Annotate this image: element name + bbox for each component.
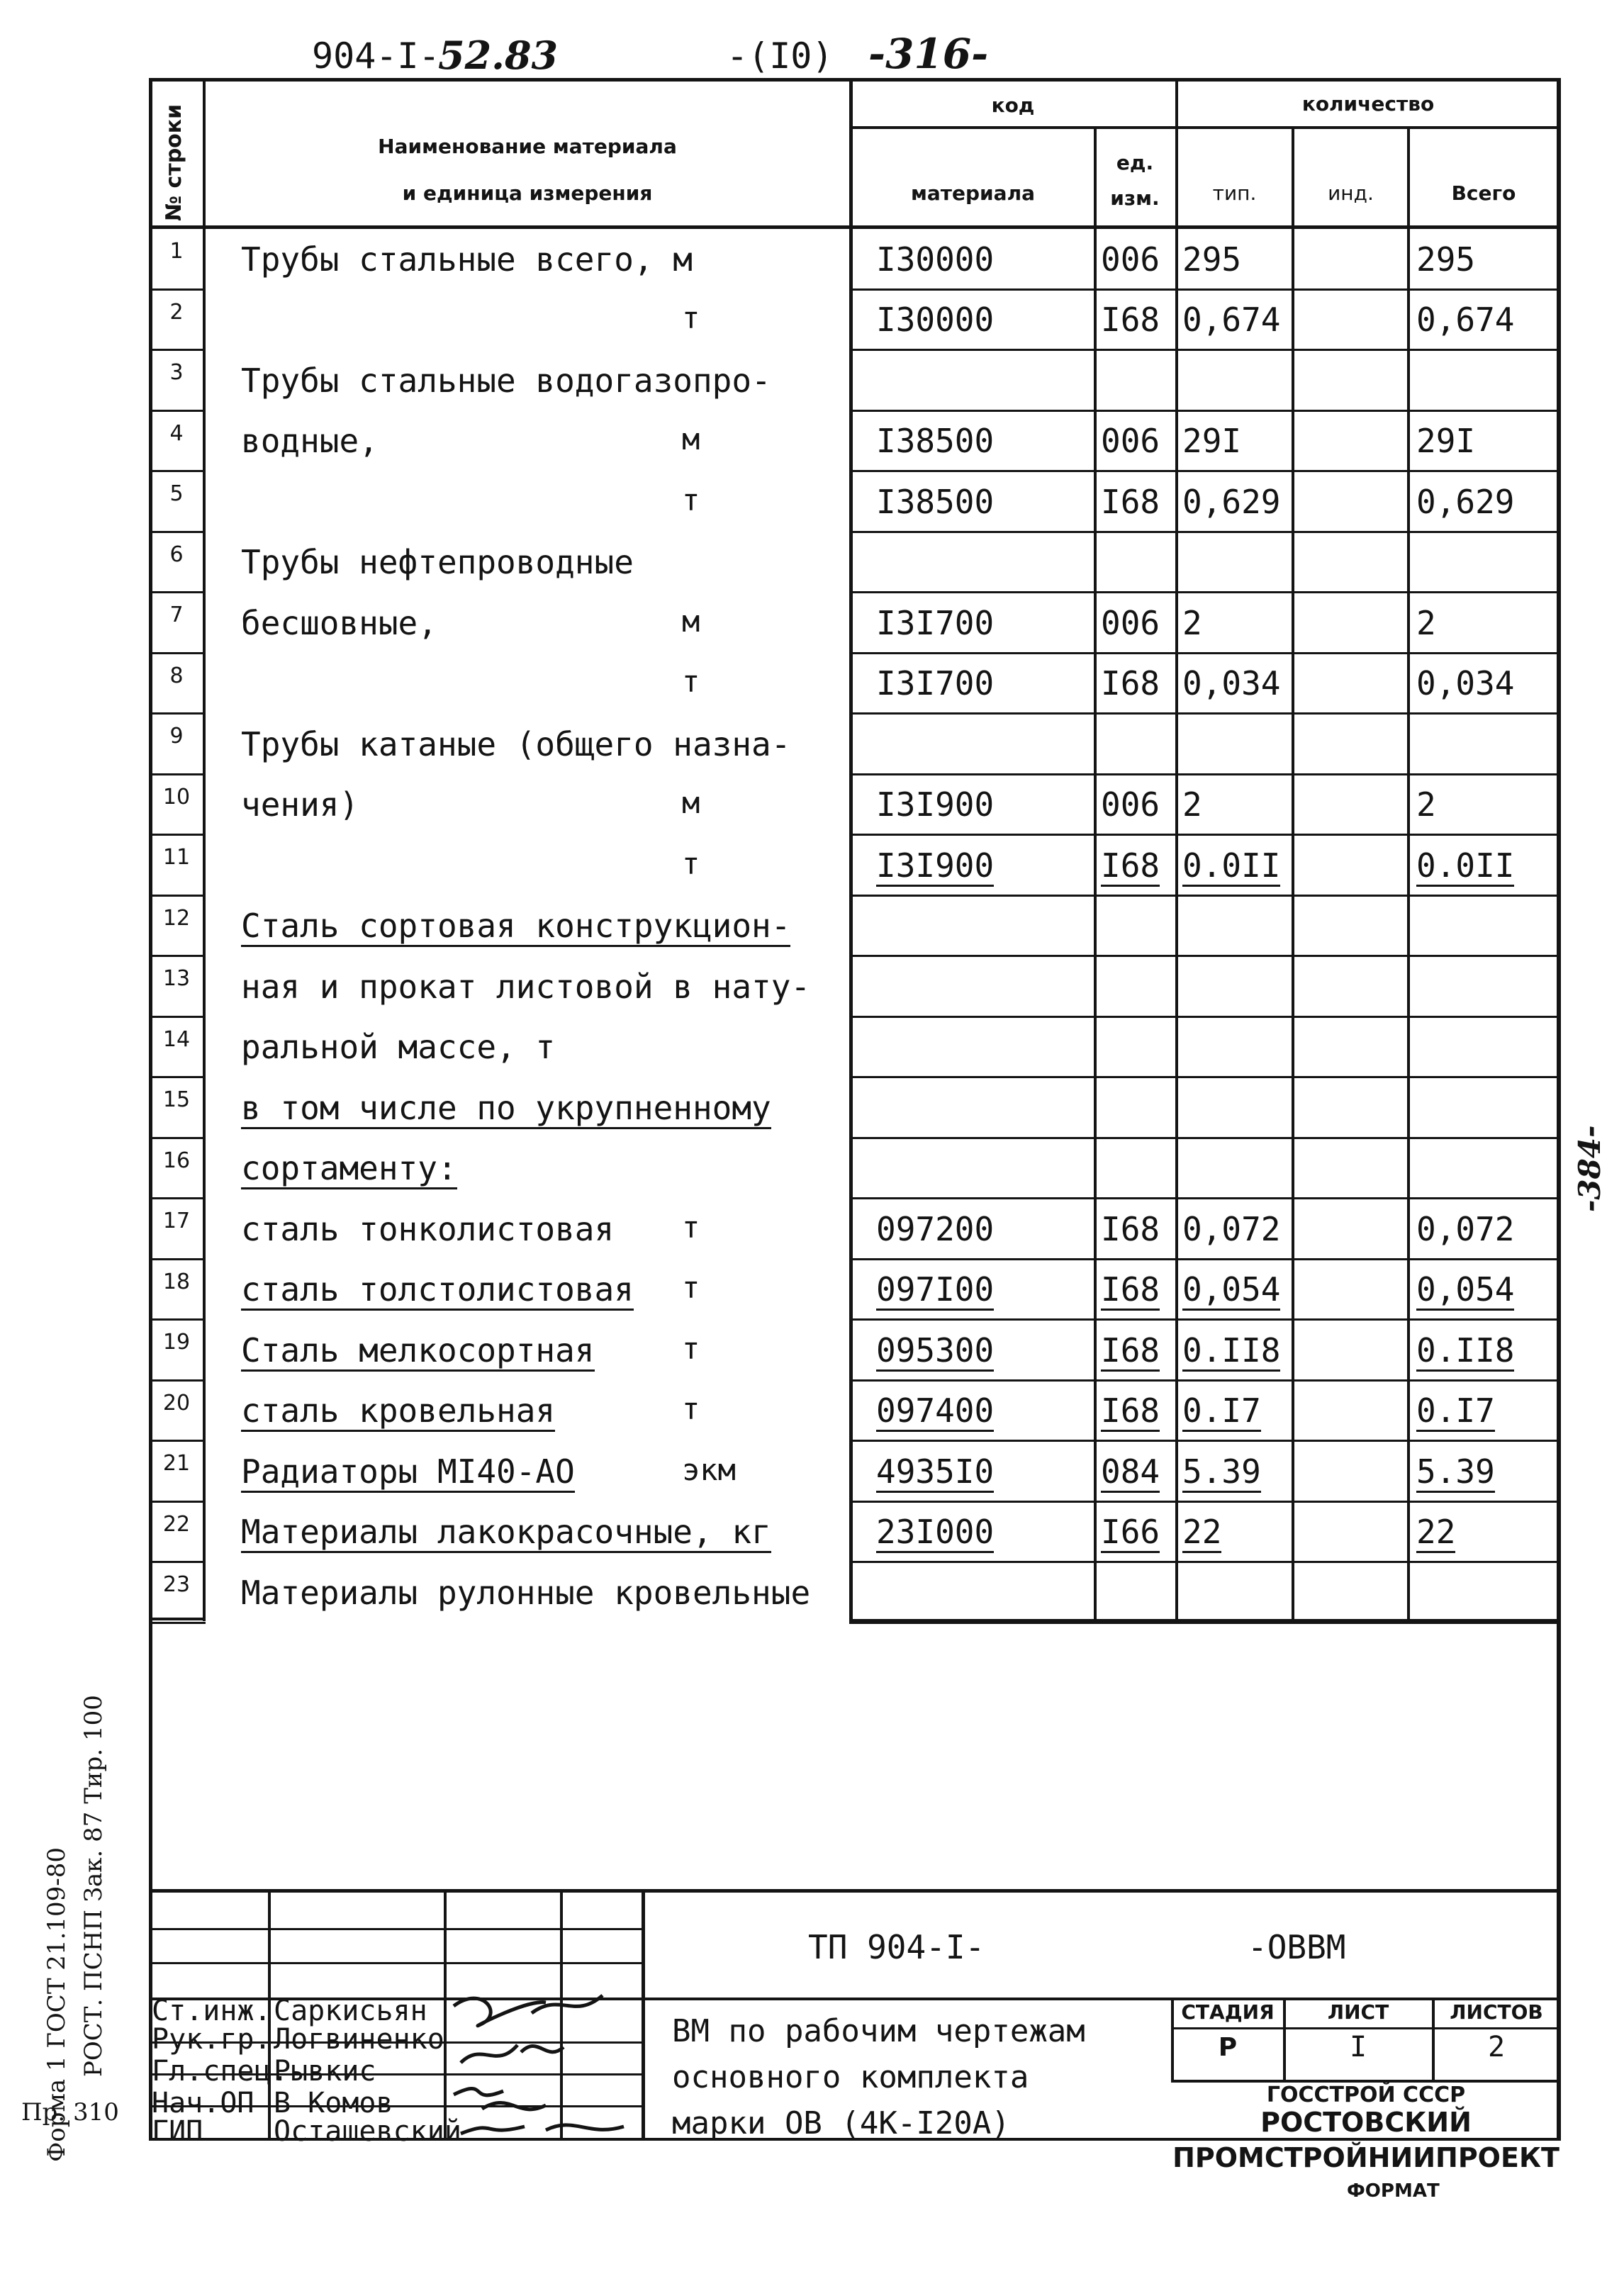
qty-typical: 0,674 <box>1182 301 1281 340</box>
unit-code: I68 <box>1101 1270 1160 1311</box>
row-number: 8 <box>169 663 184 688</box>
material-name: сталь кровельная <box>241 1391 555 1432</box>
signature-name: В Комов <box>274 2087 393 2119</box>
qty-typical: 5.39 <box>1182 1452 1261 1493</box>
material-name: в том числе по укрупненному <box>241 1089 771 1129</box>
title-doc-suffix: -ОВВМ <box>1248 1928 1346 1966</box>
row-number: 4 <box>169 420 184 446</box>
row-number: 16 <box>162 1148 191 1173</box>
header-quantity-group: количество <box>1301 92 1435 116</box>
row-number: 10 <box>162 784 191 809</box>
unit-code: I66 <box>1101 1513 1160 1553</box>
qty-total: 0,674 <box>1416 301 1515 340</box>
material-code: I3I900 <box>876 785 995 824</box>
row-number: 5 <box>169 481 184 506</box>
material-unit: м <box>682 603 700 639</box>
sheets-label: ЛИСТОВ <box>1450 2000 1543 2024</box>
qty-total: 0.0II <box>1416 846 1514 887</box>
material-unit: т <box>682 846 700 881</box>
material-name: Радиаторы МI40-АО <box>241 1452 575 1493</box>
header-qty-typical: тип. <box>1212 181 1257 205</box>
row-number: 23 <box>162 1572 191 1597</box>
document-code-handwritten: 52.83 <box>438 33 559 78</box>
signature-name: Саркисьян <box>274 1995 427 2027</box>
material-unit: т <box>682 1270 700 1306</box>
row-number: 15 <box>162 1087 191 1112</box>
sheet-label: ЛИСТ <box>1327 2000 1389 2024</box>
material-code: 097I00 <box>876 1270 994 1311</box>
title-description-line3: марки ОВ (4К-I20А) <box>672 2105 1010 2141</box>
margin-form-line1: Форма 1 ГОСТ 21.109-80 <box>43 1847 71 2162</box>
qty-typical: 0,034 <box>1182 664 1281 703</box>
unit-code: I68 <box>1101 482 1160 521</box>
material-unit: м <box>682 785 700 821</box>
signature-scribbles <box>439 1985 652 2141</box>
qty-total: 295 <box>1416 240 1476 279</box>
row-number: 6 <box>169 542 184 567</box>
qty-typical: 295 <box>1182 240 1242 279</box>
material-code: 23I000 <box>876 1513 994 1553</box>
row-number: 9 <box>169 724 184 749</box>
material-name: чения) <box>241 785 359 824</box>
material-code: I30000 <box>876 240 995 279</box>
qty-typical: 0,054 <box>1182 1270 1280 1311</box>
header-name-line1: Наименование материала <box>378 135 677 158</box>
material-name: сталь тонколистовая <box>241 1209 615 1248</box>
material-name: Трубы нефтепроводные <box>241 543 634 582</box>
material-code: 095300 <box>876 1331 994 1372</box>
page-number-handwritten: -316- <box>868 30 989 78</box>
row-number: 21 <box>162 1451 191 1476</box>
material-name: ральной массе, т <box>241 1028 556 1067</box>
qty-total: 0,054 <box>1416 1270 1514 1311</box>
signature-role: Ст.инж. <box>152 1995 271 2027</box>
format-label: ФОРМАТ <box>1347 2180 1440 2202</box>
signature-role: Нач.ОП <box>152 2087 254 2119</box>
material-code: I3I700 <box>876 603 995 642</box>
qty-typical: 2 <box>1182 785 1202 824</box>
row-number: 2 <box>169 299 184 325</box>
material-code: I3I900 <box>876 846 994 887</box>
row-number: 13 <box>162 966 191 991</box>
material-code: 097400 <box>876 1391 994 1432</box>
material-name: водные, <box>241 422 379 461</box>
header-qty-total: Всего <box>1451 181 1516 205</box>
row-number: 20 <box>162 1390 191 1416</box>
header-row-number: № строки <box>162 103 186 221</box>
material-unit: т <box>682 1391 700 1427</box>
header-code-unit: ед. изм. <box>1110 151 1160 210</box>
margin-bottom-note: Пр. 310 <box>21 2098 119 2127</box>
row-number: 17 <box>162 1209 191 1233</box>
material-unit: т <box>682 482 700 517</box>
qty-total: 0,034 <box>1416 664 1515 703</box>
row-number: 1 <box>169 239 184 264</box>
material-name: Материалы рулонные кровельные <box>241 1573 811 1612</box>
material-name: Сталь мелкосортная <box>241 1331 595 1372</box>
row-number: 14 <box>162 1026 191 1052</box>
qty-typical: 22 <box>1182 1513 1221 1553</box>
org-line1: ГОССТРОЙ СССР <box>1266 2083 1466 2107</box>
material-unit: т <box>682 1330 700 1366</box>
sheets-value: 2 <box>1487 2031 1506 2063</box>
unit-code: I68 <box>1101 846 1160 887</box>
row-number: 3 <box>169 360 184 385</box>
unit-code: I68 <box>1101 1331 1160 1372</box>
material-code: I3I700 <box>876 664 995 703</box>
unit-code: I68 <box>1101 1391 1160 1432</box>
material-unit: м <box>682 422 700 457</box>
material-unit: экм <box>682 1452 736 1487</box>
unit-code: I68 <box>1101 1209 1160 1248</box>
material-name: Трубы катаные (общего назна- <box>241 724 791 763</box>
row-number: 7 <box>169 603 184 627</box>
qty-total: 2 <box>1416 785 1436 824</box>
material-name: Трубы стальные водогазопро- <box>241 361 771 400</box>
qty-typical: 0.0II <box>1182 846 1280 887</box>
stage-value: Р <box>1218 2033 1238 2062</box>
material-code: 4935I0 <box>876 1452 994 1493</box>
signature-name: Логвиненко <box>274 2023 444 2056</box>
material-unit: т <box>682 301 700 336</box>
qty-total: 0.II8 <box>1416 1331 1514 1372</box>
row-number: 18 <box>162 1269 191 1294</box>
org-line2: РОСТОВСКИЙ <box>1260 2107 1472 2138</box>
row-number: 19 <box>162 1330 191 1355</box>
qty-total: 29I <box>1416 422 1476 461</box>
qty-total: 0.I7 <box>1416 1391 1495 1432</box>
unit-code: I68 <box>1101 301 1160 340</box>
signature-role: Рук.гр. <box>152 2023 271 2056</box>
qty-total: 5.39 <box>1416 1452 1495 1493</box>
material-code: I38500 <box>876 422 995 461</box>
qty-typical: 0,629 <box>1182 482 1281 521</box>
row-number: 12 <box>162 905 191 931</box>
header-name-line2: и единица измерения <box>402 181 653 205</box>
title-description-line1: ВМ по рабочим чертежам <box>672 2013 1085 2049</box>
unit-code: 006 <box>1101 422 1160 461</box>
unit-code: 006 <box>1101 603 1160 642</box>
signature-role: Гл.спец. <box>152 2055 289 2088</box>
signature-name: Осташевский <box>274 2115 461 2148</box>
document-code-prefix: 904-I- <box>312 35 440 77</box>
header-code-group: код <box>991 94 1035 117</box>
unit-code: 006 <box>1101 785 1160 824</box>
material-name: сортаменту: <box>241 1149 457 1189</box>
qty-total: 0,072 <box>1416 1209 1515 1248</box>
title-doc-code: ТП 904-I- <box>808 1928 985 1966</box>
signature-role: ГИП <box>152 2115 203 2148</box>
header-code-material: материала <box>911 181 1035 205</box>
unit-code: 084 <box>1101 1452 1160 1493</box>
margin-form-line2: РОСТ. ПСНП Зак. 87 Тир. 100 <box>79 1695 108 2077</box>
unit-code: 006 <box>1101 240 1160 279</box>
material-name: Сталь сортовая конструкцион- <box>241 907 790 947</box>
qty-total: 2 <box>1416 603 1436 642</box>
qty-typical: 29I <box>1182 422 1242 461</box>
title-description-line2: основного комплекта <box>672 2059 1029 2095</box>
material-name: сталь толстолистовая <box>241 1270 634 1311</box>
header-qty-individual: инд. <box>1328 181 1374 205</box>
sheet-value: I <box>1349 2031 1367 2063</box>
row-number: 22 <box>162 1511 191 1537</box>
qty-total: 0,629 <box>1416 482 1515 521</box>
material-unit: т <box>682 1209 700 1245</box>
org-line3: ПРОМСТРОЙНИИПРОЕКТ <box>1172 2142 1559 2173</box>
qty-typical: 0.II8 <box>1182 1331 1280 1372</box>
material-name: ная и прокат листовой в нату- <box>241 967 811 1006</box>
unit-code: I68 <box>1101 664 1160 703</box>
qty-typical: 0,072 <box>1182 1209 1281 1248</box>
row-number: 11 <box>162 845 191 870</box>
material-code: I30000 <box>876 301 995 340</box>
qty-typical: 0.I7 <box>1182 1391 1261 1432</box>
signature-name: Рывкис <box>274 2055 376 2088</box>
material-code: I38500 <box>876 482 995 521</box>
material-code: 097200 <box>876 1209 995 1248</box>
material-name: Материалы лакокрасочные, кг <box>241 1513 771 1553</box>
material-name: бесшовные, <box>241 603 437 642</box>
margin-handwritten-number: -384- <box>1572 1125 1607 1212</box>
page-number-typed: -(I0) <box>727 35 834 77</box>
qty-total: 22 <box>1416 1513 1455 1553</box>
material-unit: т <box>682 664 700 700</box>
qty-typical: 2 <box>1182 603 1202 642</box>
material-name: Трубы стальные всего, м <box>241 240 693 279</box>
stage-label: СТАДИЯ <box>1181 2000 1275 2024</box>
